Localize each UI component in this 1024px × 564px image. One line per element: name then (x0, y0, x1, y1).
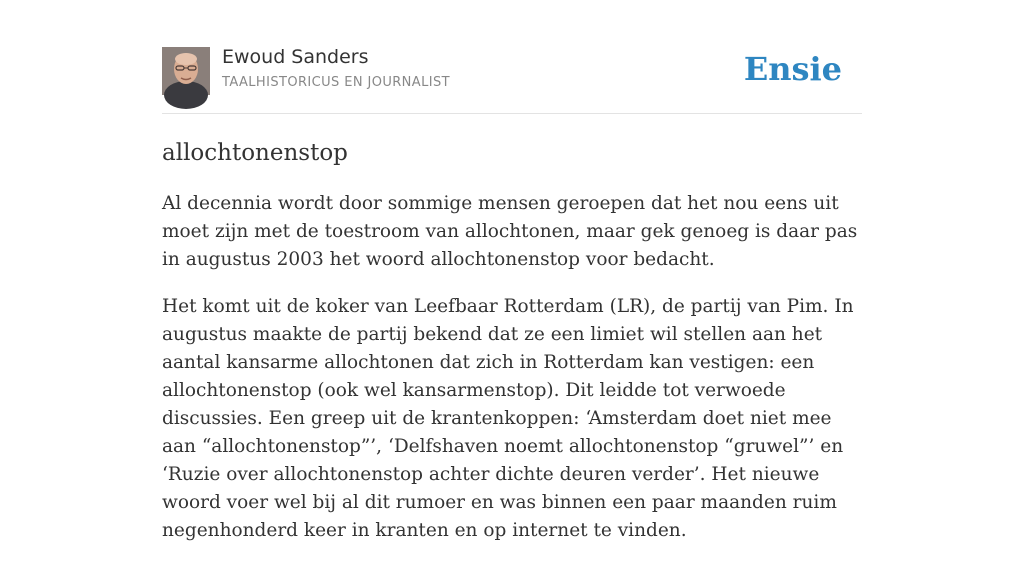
header-divider (162, 113, 862, 114)
author-name[interactable]: Ewoud Sanders (222, 46, 369, 68)
author-role: TAALHISTORICUS EN JOURNALIST (222, 75, 450, 90)
author-header (162, 44, 862, 100)
article (162, 136, 862, 564)
brand-logo[interactable]: Ensie (743, 50, 842, 88)
author-avatar[interactable] (162, 47, 210, 95)
user-photo-icon (162, 47, 210, 95)
article-title: allochtonenstop (162, 140, 348, 166)
article-paragraph: Het komt uit de koker van Leefbaar Rotterdam (LR), de partij van Pim. In augustus maakte de partij bekend dat ze een limiet wil stellen aan het aantal kansarme allochtonen dat zich in Rotterdam kan vestigen: een allochtonenstop (ook wel kansarmenstop). Dit leidde tot verwoede discussies. Een greep uit de krantenkoppen: ‘Amsterdam doet niet mee aan “allochtonenstop”’, ‘Delfshaven noemt allochtonenstop “gruwel”’ en ‘Ruzie over allochtonenstop achter dichte deuren verder’. Het nieuwe woord voer wel bij al dit rumoer en was binnen een paar maanden ruim negenhonderd keer in kranten en op internet te vinden. (162, 296, 854, 541)
article-paragraph: Al decennia wordt door sommige mensen geroepen dat het nou eens uit moet zijn met de toestroom van allochtonen, maar gek genoeg is daar pas in augustus 2003 het woord allochtonenstop voor bedacht. (162, 193, 858, 270)
